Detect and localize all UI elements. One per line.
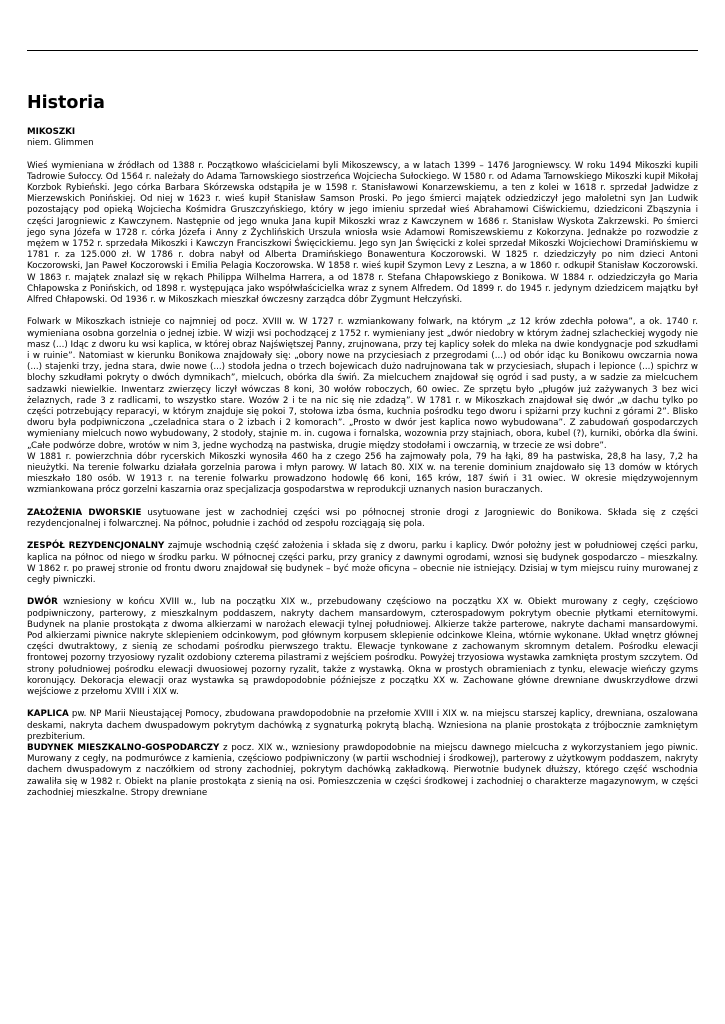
paragraph-label: ZAŁOŻENIA DWORSKIE (27, 507, 142, 518)
paragraph-text: usytuowane jest w zachodniej części wsi po północnej stronie drogi z Jarogniewic do Bonikowa. Składa się z części rezydencjonalnej i folwarcznej. Na północ, południe i zachód od zespołu rozciągają się pola. (27, 507, 698, 530)
document-body (27, 127, 698, 799)
paragraph-kaplica (27, 709, 698, 743)
paragraph-text: wzniesiony w końcu XVIII w., lub na początku XIX w., przebudowany częściowo na początku XX w. Obiekt murowany z cegły, częściowo podpiwniczony, parterowy, z mieszkalnym poddaszem, nakryty dachem mansardowym, czterospadowym pokrytym obecnie płytkami eternitowymi. Budynek na planie prostokąta z dwoma alkierzami w narożach elewacji tylnej południowej. Alkierze także parterowe, nakryte dachami mansardowymi. Pod alkierzami piwnice nakryte sklepieniem odcinkowym, pod głównym korpusem sklepienie odcinkowe Kleina, wtórnie wykonane. Układ wnętrz głównej części dwutraktowy, z sienią ze schodami pośrodku pierwszego traktu. Elewacje tynkowane z zachowanym skromnym detalem. Pośrodku elewacji frontowej pozorny trzyosiowy ryzalit ozdobiony czterema pilastrami z wejściem pośrodku. Powyżej trzyosiowa wystawka zamknięta prostym szczytem. Od strony południowej pośrodku elewacji dwuosiowej pozorny ryzalit, także z wystawką. Okna w prostych obramieniach z tynku, elewacje wieńczy gzyms koronujący. Dekoracja elewacji oraz wystawka są prawdopodobnie późniejsze z początku XX w. Zachowane główne drewniane dwuskrzydłowe drzwi wejściowe z przełomu XVIII i XIX w. (27, 597, 698, 698)
paragraph-text: z pocz. XIX w., wzniesiony prawdopodobnie na miejscu dawnego mielcucha z wykorzystaniem jego piwnic. Murowany z cegły, na podmurówce z kamienia, częściowo podpiwniczony (w partii wschodniej i środkowej), parterowy z użytkowym poddaszem, nakryty dachem dwuspadowym z naczółkiem od strony zachodniej, pokrytym dachówką zakładkową. Pierwotnie budynek dłuższy, którego część wschodnia zawaliła się w 1982 r. Obiekt na planie prostokąta z sienią na osi. Pomieszczenia w części środkowej i zachodniej o charakterze magazynowym, w części zachodniej mieszkalne. Stropy drewniane (27, 743, 698, 798)
header-rule (27, 50, 698, 51)
paragraph-label: DWÓR (27, 597, 58, 608)
paragraph-zalozenia (27, 508, 698, 530)
section-heading: MIKOSZKI (27, 127, 76, 137)
page-title: Historia (27, 93, 105, 113)
paragraph-dwor (27, 597, 698, 698)
paragraph-folwark: Folwark w Mikoszkach istnieje co najmniej od pocz. XVIII w. W 1727 r. wzmiankowany folwark, na którym „z 12 krów zdechła połowa”, a ok. 1740 r. wymieniana osobna gorzelnia o jednej izbie. W wizji wsi pochodzącej z 1752 r. wymieniany jest „dwór niedobry w którym żadnej szlacheckiej wygody nie masz (...) Idąc z dworu ku wsi kaplica, w której obraz Najświętszej Panny, zrujnowana, przy tej kaplicy sołek do mleka na dwie kondygnacje pod szkudłami i w ruinie”. Natomiast w kierunku Bonikowa znajdowały się: „obory nowe na przyciesiach z przegrodami (...) od obór idąc ku Bonikowu owczarnia nowa (...) stajenki trzy, jedna stara, dwie nowe (...) stodoła jedna o trzech bojewicach dużo nadrujnowana tak w przyciesiach, słupach i lepionce (...) spichrz w blochy szkudłami pokryty o dwóch dymnikach”, mielcuch, obórka dla świń. Za mielcuchem znajdował się ogród i sad pusty, a w sadzie za mielcuchem sadzawki niewielkie. Inwentarz zwierzęcy liczył wówczas 8 koni, 30 wołów roboczych, 60 owiec. Ze sprzętu było „pługów już zażywanych 3 bez wici żelaznych, rade 3 z radlicami, to wszystko stare. Wozów 2 i te na nic się nie zdadzą”. W 1781 r. w Mikoszkach znajdował się dwór „w dachu tylko po części potrzebujący reparacyi, w którym znajduje się pokoi 7, stołowa izba ósma, kuchnia pośrodku tego dworu i spiżarni przy kuchni z górami 2”. Blisko dworu była podpiwniczona „czeladnica stara o 2 izbach i 2 komorach”. „Prosto w dwór jest kaplica nowo wybudowana”. Z zabudowań gospodarczych wymieniany mielcuch nowo wybudowany, 2 stodoły, stajnie m. in. cugowa i fornalska, wozownia przy stajniach, obora, kubel (?), kurniki, obórka dla świni. „Całe podwórze dobre, wrotów w nim 3, jedne wychodzą na pastwiska, drugie między stodołami i owczarnią, w trzecie ze wsi dobre”. (27, 317, 698, 451)
paragraph-text: zajmuje wschodnią część założenia i składa się z dworu, parku i kaplicy. Dwór położny jest w południowej części parku, kaplica na północ od niego w środku parku. W północnej części parku, przy granicy z dawnymi ogrodami, wznosi się budynek gospodarczo – mieszkalny. W 1862 r. po prawej stronie od frontu dworu znajdował się budynek – być może oficyna – obecnie nie istniejący. Dzisiaj w tym miejscu ruiny murowanej z cegły piwniczki. (27, 541, 698, 586)
document-page (27, 0, 698, 1024)
paragraph-1881: W 1881 r. powierzchnia dóbr rycerskich Mikoszki wynosiła 460 ha z czego 256 ha zajmowały pola, 79 ha łąki, 89 ha pastwiska, 28,8 ha lasy, 7,2 ha nieużytki. Na terenie folwarku działała gorzelnia parowa i młyn parowy. W latach 80. XIX w. na terenie dominium znajdowało się 13 domów w których mieszkało 180 osób. W 1913 r. na terenie folwarku prowadzono hodowlę 66 koni, 165 krów, 187 świń i 31 owiec. W okresie międzywojennym wzmiankowana prócz gorzelni kaszarnia oraz specjalizacja gospodarstwa w reprodukcji uznanych nasion buraczanych. (27, 451, 698, 496)
paragraph-text: pw. NP Marii Nieustającej Pomocy, zbudowana prawdopodobnie na przełomie XVIII i XIX w. na miejscu starszej kaplicy, drewniana, oszalowana deskami, nakryta dachem dwuspadowym pokrytym dachówką z sygnaturką pokrytą blachą. Wzniesiona na planie prostokąta z trójbocznie zamkniętym prezbiterium. (27, 709, 698, 742)
alt-name: niem. Glimmen (27, 138, 94, 149)
paragraph-label: ZESPÓŁ REZYDENCJONALNY (27, 541, 165, 552)
paragraph-history: Wieś wymieniana w źródłach od 1388 r. Początkowo właścicielami byli Mikoszewscy, a w latach 1399 – 1476 Jarogniewscy. W roku 1494 Mikoszki kupili Tadrowie Sułoccy. Od 1564 r. należały do Adama Tarnowskiego siostrzeńca Wojciecha Sułockiego. W 1580 r. od Adama Tarnowskiego Mikoszki kupił Mikołaj Korzbok Rybieński. Jego córka Barbara Skórzewska odstąpiła je w 1598 r. Stanisławowi Konarzewskiemu, a ten z kolei w 1618 r. sprzedał Jadwidze z Mierzewskich Ponińskiej. Od niej w 1623 r. wieś kupił Stanisław Samson Proski. Po jego śmierci majątek odziedziczył jego małoletni syn Jan Ludwik pozostający pod opieką Wojciecha Kośmidra Gruszczyńskiego, który w jego imieniu sprzedał wieś Abrahamowi Ciświckiemu, dziedziconi Zbąszynia i części Jarogniewic z Kawczynem. Następnie od jego wnuka Jana kupił Mikoszki wraz z Kawczynem w 1686 r. Stanisław Wyskota Zakrzewski. Po śmierci jego syna Józefa w 1728 r. córka Józefa i Anny z Żychlińskich Urszula wniosła wsie Adamowi Romiszewskiemu z Kokorzyna. Jednakże po rozwodzie z mężem w 1752 r. sprzedała Mikoszki i Kawczyn Franciszkowi Święcickiemu. Jego syn Jan Święcicki z kolei sprzedał Mikoszki Wojciechowi Dramińskiemu w 1781 r. za 125.000 zł. W 1786 r. dobra nabył od Alberta Dramińskiego Bonawentura Koczorowski. W 1825 r. dziedziczyły po nim dzieci Antoni Koczorowski, Jan Paweł Koczorowski i Emilia Pelagia Koczorowska. W 1858 r. wieś kupił Szymon Levy z Leszna, a w 1860 r. odkupił Stanisław Koczorowski. W 1863 r. majątek znalazł się w rękach Philippa Wilhelma Harrera, a od 1878 r. Stefana Chłapowskiego z Bonikowa. W 1884 r. odziedziczyła go Maria Chłapowska z Ponińskich, od 1898 r. występująca jako współwłaścicielka wraz z synem Alfredem. Od 1899 r. do 1945 r. jedynym dziedzicem majątku był Alfred Chłapowski. Od 1936 r. w Mikoszkach mieszkał ówczesny zarządca dóbr Zygmunt Hełczyński. (27, 160, 698, 306)
paragraph-zespol (27, 541, 698, 586)
paragraph-label: BUDYNEK MIESZKALNO-GOSPODARCZY (27, 743, 220, 754)
paragraph-label: KAPLICA (27, 709, 69, 720)
paragraph-budynek (27, 743, 698, 799)
